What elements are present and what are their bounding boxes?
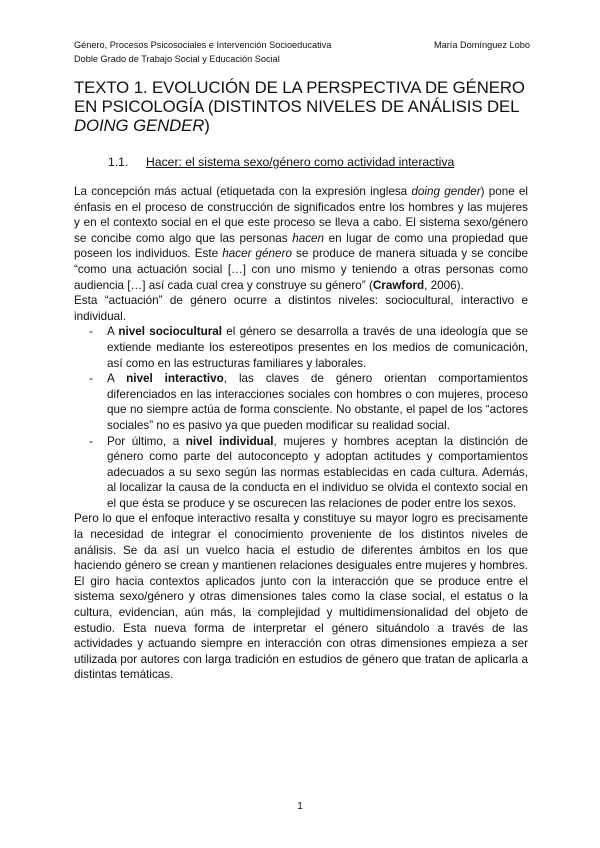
- p1-text-4: se produce de manera situada y se concibe “como una actuación social […] con uno mismo y teniendo a otras personas como audiencia […] así cada cual crea y construye su género” (: [74, 247, 528, 292]
- list-item: [74, 324, 528, 371]
- header-author: María Domínguez Lobo: [433, 40, 530, 50]
- list-dash: -: [89, 325, 93, 339]
- list-item-bold: nivel sociocultural: [118, 325, 223, 339]
- p1-text-5: , 2006).: [424, 278, 464, 292]
- running-header: [74, 38, 331, 66]
- page-number: 1: [297, 800, 303, 812]
- document-body: [74, 184, 528, 683]
- document-title: [74, 78, 530, 135]
- header-degree: Doble Grado de Trabajo Social y Educación Social: [74, 54, 280, 64]
- p1-italic-2: hacen: [292, 231, 325, 245]
- list-item: [74, 371, 528, 433]
- list-item-text: , las claves de género orientan comportamientos diferenciados en las interacciones sociales con hombres o con mujeres, proceso que no siempre actúa de forma consciente. No obstante, el papel de los “actores sociales” no es pasivo ya que pueden modificar su realidad social.: [107, 372, 528, 432]
- section-heading: [108, 155, 454, 170]
- title-end: ): [204, 116, 210, 135]
- paragraph-3: Pero lo que el enfoque interactivo resalta y constituye su mayor logro es precisamente la necesidad de integrar el conocimiento proveniente de los distintos niveles de análisis. Se da así un vuelco hacia el estudio de diferentes ámbitos en los que haciendo género se crean y mantienen relaciones desiguales entre mujeres y hombres. El giro hacia contextos aplicados junto con la interacción que se produce entre el sistema sexo/género y otras dimensiones tales como la clase social, el estatus o la cultura, evidencian, aún más, la complejidad y multidimensionalidad del objeto de estudio. Esta nueva forma de interpretar el género situándolo a través de las actividades y actuando siempre en interacción con otras dimensiones empieza a ser utilizada por autores con larga tradición en estudios de género que tratan de aplicarla a distintas temáticas.: [74, 512, 528, 682]
- list-item-pre: Por último, a: [107, 434, 186, 448]
- levels-list: [74, 324, 528, 511]
- p1-citation-author: Crawford: [372, 278, 425, 292]
- header-course: Género, Procesos Psicosociales e Intervención Socioeducativa: [74, 40, 332, 50]
- title-italic: DOING GENDER: [74, 116, 205, 135]
- p1-italic-3: hacer género: [222, 247, 292, 261]
- paragraph-1: [74, 184, 528, 293]
- list-dash: -: [89, 372, 93, 386]
- list-item-bold: nivel individual: [185, 434, 274, 448]
- p1-text-3: en lugar de como una propiedad que poseen los individuos. Este: [74, 231, 528, 261]
- p1-text-2: ) pone el énfasis en el proceso de construcción de significados entre los hombres y las mujeres y en el contexto social en el que este proceso se lleva a cabo. El sistema sexo/género se concibe como algo que las personas: [74, 185, 528, 245]
- section-number: 1.1.: [108, 155, 129, 169]
- p1-italic-1: doing gender: [411, 185, 481, 198]
- list-dash: -: [89, 434, 93, 448]
- list-item-text: el género se desarrolla a través de una ideología que se extiende mediante los estereotipos presentes en los medios de comunicación, así como en las estructuras familiares y laborales.: [107, 325, 529, 370]
- list-item-text: , mujeres y hombres aceptan la distinción de género como parte del autoconcepto y adoptan actitudes y comportamientos adecuados a su sexo según las normas establecidas en cada cultura. Además, al localizar la causa de la conducta en el individuo se olvida el contexto social en el que ésta se produce y se oscurecen las relaciones de poder entre los sexos.: [107, 434, 528, 510]
- paragraph-2: Esta “actuación” de género ocurre a distintos niveles: sociocultural, interactivo e individual.: [74, 294, 528, 323]
- list-item-pre: A: [107, 372, 127, 386]
- list-item-pre: A: [107, 325, 119, 339]
- title-main: TEXTO 1. EVOLUCIÓN DE LA PERSPECTIVA DE GÉNERO EN PSICOLOGÍA (DISTINTOS NIVELES DE ANÁLISIS DEL: [74, 78, 525, 116]
- section-title: Hacer: el sistema sexo/género como actividad interactiva: [146, 155, 455, 169]
- p1-text-1: La concepción más actual (etiquetada con la expresión inglesa: [74, 185, 412, 198]
- list-item-bold: nivel interactivo: [126, 372, 224, 386]
- list-item: [74, 434, 528, 512]
